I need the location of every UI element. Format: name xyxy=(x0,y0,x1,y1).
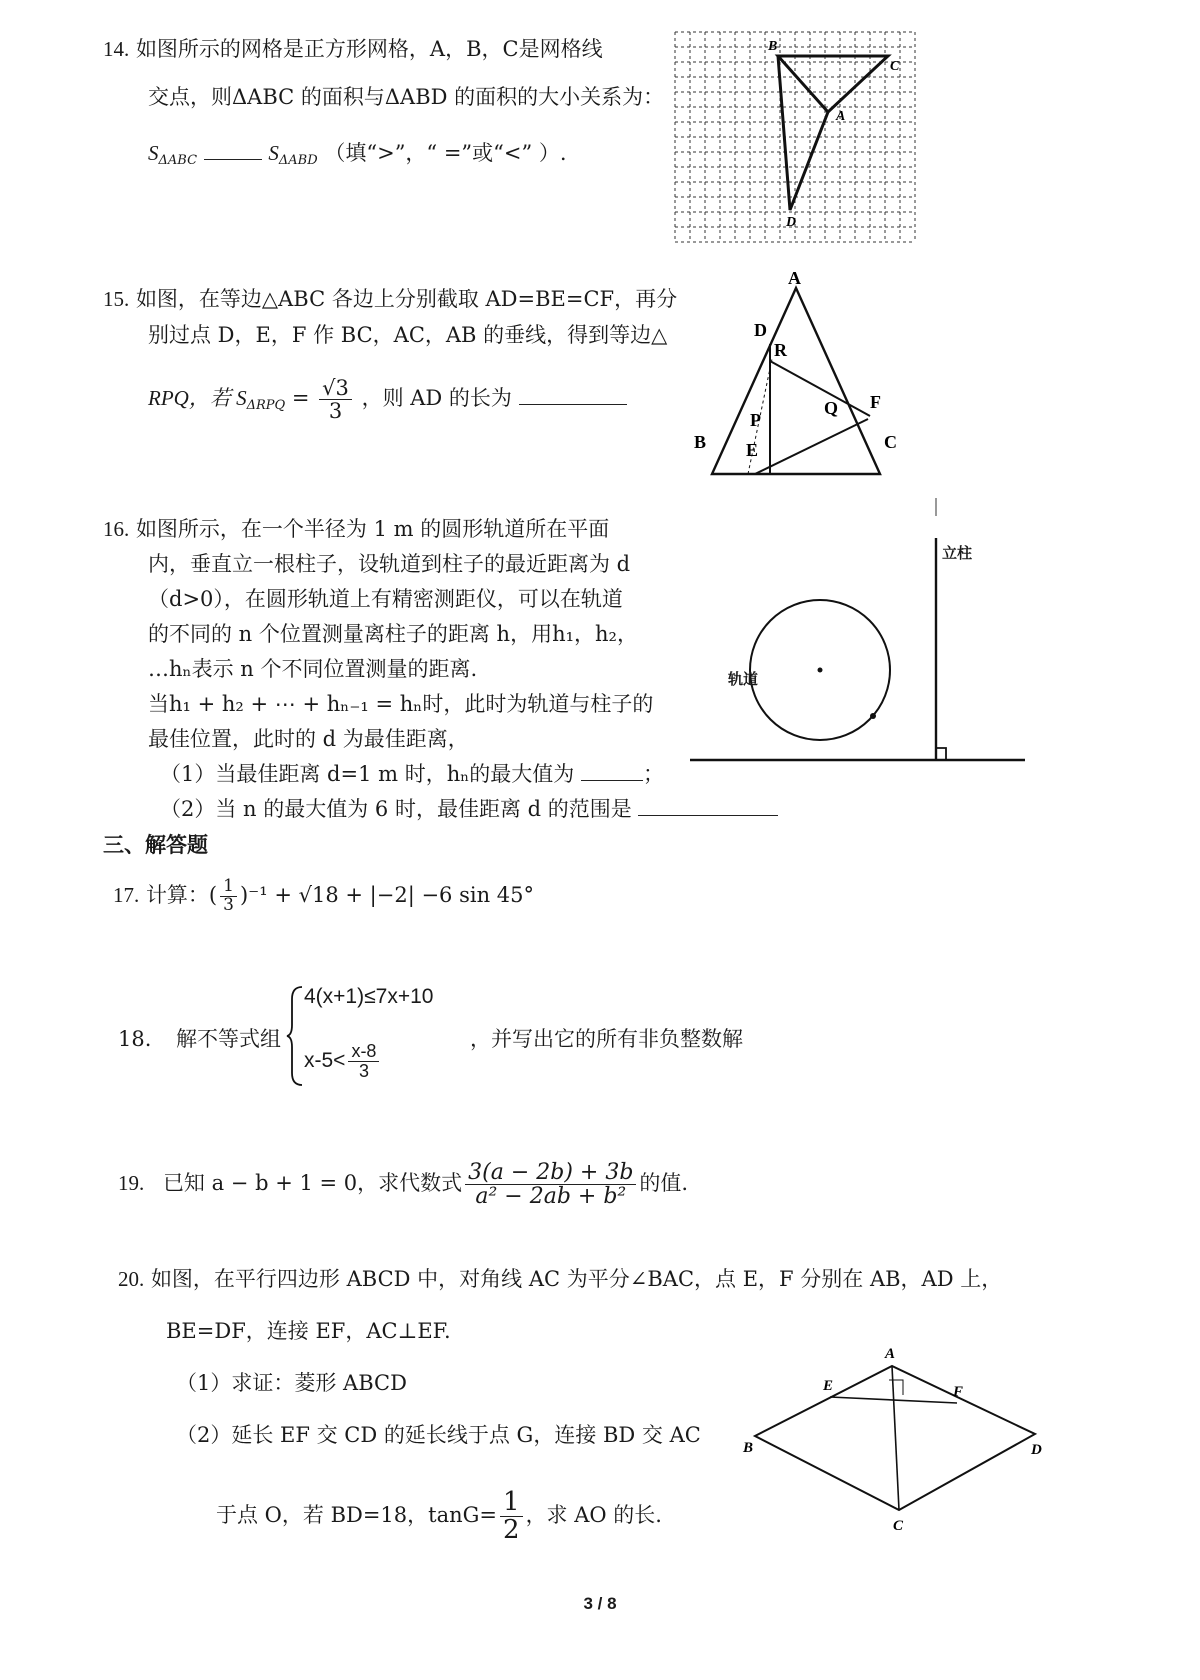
q14-text-2: 交点，则ΔABC 的面积与ΔABD 的面积的大小关系为： xyxy=(148,85,665,109)
label-b: B xyxy=(743,1440,754,1456)
q17-number: 17. xyxy=(113,883,140,907)
q14-line3: $S_{\Delta ABC}$ $S_{\Delta ABD}$ （填“>”，“ =”或“<” ）. xyxy=(148,141,567,168)
label-d: D xyxy=(1031,1442,1042,1458)
q18-inequality-2: x-5< $\frac{x-8}{3}$ xyxy=(304,1036,382,1086)
q16-text-5: …hₙ表示 n 个不同位置测量的距离. xyxy=(148,657,478,681)
q16-part2-blank[interactable] xyxy=(638,797,778,816)
q17-fraction: $\frac{1}{3}$ xyxy=(220,878,237,915)
label-f: F xyxy=(870,392,881,412)
q14-text-1: 如图所示的网格是正方形网格，A，B，C是网格线 xyxy=(135,37,603,61)
q18-label: 解不等式组 xyxy=(176,1027,281,1051)
label-a: A xyxy=(885,1346,896,1362)
q16-text-2: 内，垂直立一根柱子，设轨道到柱子的最近距离为 d xyxy=(148,552,631,576)
q16-text-6: 当h₁ + h₂ + ⋯ + hₙ₋₁ = hₙ时，此时为轨道与柱子的 xyxy=(148,692,654,716)
q20-line1 xyxy=(118,1262,1002,1296)
label-c: C xyxy=(893,1518,904,1534)
q20-part1: （1）求证：菱形 ABCD xyxy=(176,1371,407,1395)
q20-rhombus-figure xyxy=(735,1340,1050,1540)
q14-grid-figure xyxy=(670,28,920,250)
section-heading: 三、解答题 xyxy=(103,833,208,857)
q19-fraction: $\frac{3(a - 2b) + 3b}{\text{a² − 2ab + b²}}$ xyxy=(465,1161,636,1208)
q20-number: 20. xyxy=(118,1267,145,1291)
q14-fill-hint: （填“>”，“ =”或“<” ）. xyxy=(324,141,567,165)
q17-expression: )⁻¹ + √18 + |−2| −6 sin 45° xyxy=(239,883,534,907)
q15-answer-blank[interactable] xyxy=(519,386,627,405)
label-d: D xyxy=(754,320,767,340)
label-f: F xyxy=(953,1384,964,1400)
q16-number: 16. xyxy=(103,517,130,541)
q14-answer-blank[interactable] xyxy=(204,141,262,160)
triangle-abd-sides xyxy=(778,56,828,210)
q14-line1 xyxy=(103,32,603,66)
label-d: D xyxy=(786,215,797,230)
label-a: A xyxy=(788,268,801,288)
q20-last-line: 于点 O，若 BD=18，tanG= $\frac{1}{2}$ ，求 AO 的长. xyxy=(216,1486,662,1545)
q14-number: 14. xyxy=(103,37,130,61)
q16-track-figure xyxy=(690,498,1030,770)
q18-inequality-1: 4(x+1)≤7x+10 xyxy=(304,985,434,1008)
q18-brace xyxy=(286,985,304,1087)
q16-text-4: 的不同的 n 个位置测量离柱子的距离 h，用h₁，h₂， xyxy=(148,622,638,646)
q16-text-3: （d>0），在圆形轨道上有精密测距仪，可以在轨道 xyxy=(148,587,623,611)
q15-text-2: 别过点 D，E，F 作 BC，AC，AB 的垂线，得到等边△ xyxy=(148,323,668,347)
q16-part1: （1）当最佳距离 d=1 m 时，hₙ的最大值为 ； xyxy=(160,762,664,786)
q15-line1 xyxy=(103,282,677,316)
label-b: B xyxy=(694,432,707,452)
label-a: A xyxy=(836,109,846,124)
q16-part2: （2）当 n 的最大值为 6 时，最佳距离 d 的范围是 xyxy=(160,792,778,826)
q16-line1 xyxy=(103,512,609,546)
q16-text-7: 最佳位置，此时的 d 为最佳距离， xyxy=(148,727,469,751)
q20-text-1: 如图，在平行四边形 ABCD 中，对角线 AC 为平分∠BAC，点 E，F 分别在 AB，AD 上， xyxy=(150,1267,1003,1291)
q20-fraction: $\frac{1}{2}$ xyxy=(500,1489,523,1545)
label-e: E xyxy=(823,1378,834,1394)
q15-number: 15. xyxy=(103,287,130,311)
q16-text-1: 如图所示，在一个半径为 1 m 的圆形轨道所在平面 xyxy=(135,517,610,541)
q16-part1-blank[interactable] xyxy=(581,762,643,781)
label-c: C xyxy=(884,432,897,452)
q15-fraction: $\frac{√3}{3}$ xyxy=(319,377,352,422)
q19: 19. 已知 a − b + 1 = 0，求代数式 $\frac{3(a - 2b) + 3b}{\text{a² − 2ab + b²}}$ 的值. xyxy=(118,1159,689,1209)
q15-text-1: 如图，在等边△ABC 各边上分别截取 AD=BE=CF，再分 xyxy=(135,287,678,311)
q15-line3: RPQ，若 $S_{\Delta RPQ}$ = $\frac{√3}{3}$ ，则 AD 的长为 xyxy=(148,374,627,430)
q15-triangle-figure xyxy=(690,266,920,492)
label-track: 轨道 xyxy=(728,671,759,688)
q19-number: 19. xyxy=(118,1171,145,1195)
q20-text-2: BE=DF，连接 EF，AC⊥EF. xyxy=(166,1319,451,1343)
label-b: B xyxy=(768,39,778,54)
q17: 17. 计算：( $\frac{1}{3}$ )⁻¹ + √18 + |−2| −6 sin 45° xyxy=(113,876,534,915)
q18-tail: ，并写出它的所有非负整数解 xyxy=(470,1027,743,1051)
q20-part2: （2）延长 EF 交 CD 的延长线于点 G，连接 BD 交 AC xyxy=(176,1423,701,1447)
label-c: C xyxy=(890,59,900,74)
label-pillar: 立柱 xyxy=(942,545,973,562)
page-number: 3 / 8 xyxy=(583,1594,617,1613)
q18-number: 18. xyxy=(118,1027,152,1051)
label-q: Q xyxy=(824,398,839,418)
label-p: P xyxy=(750,410,761,430)
label-e: E xyxy=(746,440,759,460)
label-r: R xyxy=(774,340,787,360)
